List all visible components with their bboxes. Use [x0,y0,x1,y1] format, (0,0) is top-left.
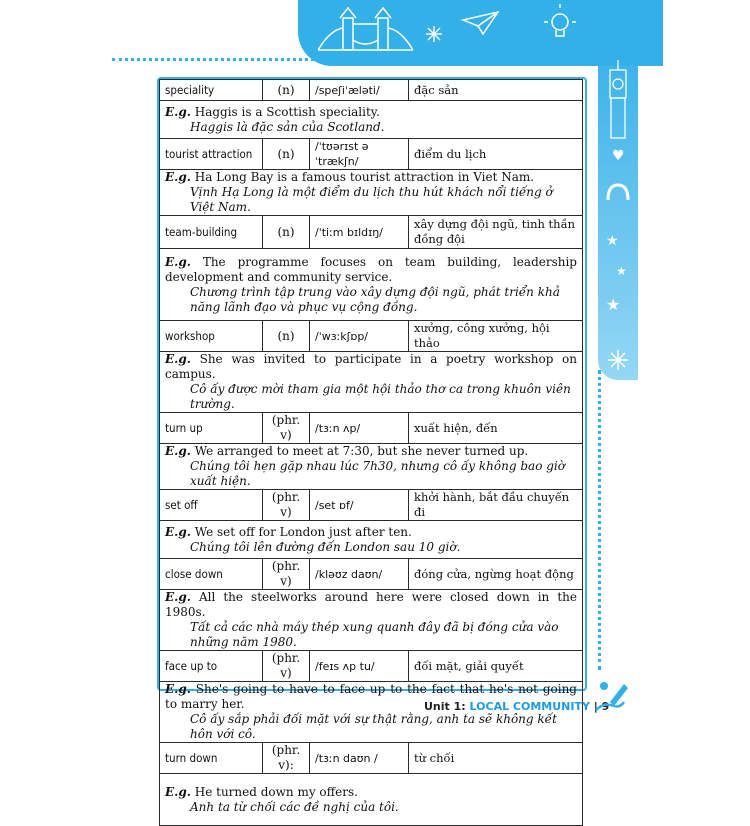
vocab-row [160,321,583,352]
pronunciation: /kləʊz daʊn/ [310,559,409,590]
page-footer [424,700,609,713]
vietnamese-meaning: xuất hiện, đến [409,413,583,444]
example-label: E.g. [165,590,191,604]
snowflake-icon [426,26,442,42]
example-cell [160,521,583,559]
star-icon: ★ [616,264,627,278]
pronunciation: /speʃiˈæləti/ [310,80,409,101]
vocab-row [160,413,583,444]
pronunciation: /ˈtʊərɪst əˈtrækʃn/ [310,139,409,170]
example-label: E.g. [165,104,191,119]
example-cell [160,444,583,490]
example-label: E.g. [165,170,191,184]
vietnamese-meaning: từ chối [409,743,583,774]
example-row [160,590,583,651]
part-of-speech: (n) [263,139,310,170]
vietnamese-meaning: điểm du lịch [409,139,583,170]
part-of-speech: (phr. v) [263,651,310,682]
example-row [160,249,583,321]
side-stripe [598,60,638,380]
example-row [160,170,583,216]
magnet-icon [608,185,628,200]
vocab-word: turn down [160,743,263,774]
heart-icon: ♥ [612,148,625,164]
part-of-speech: (phr. v) [263,559,310,590]
example-label: E.g. [165,254,191,269]
vietnamese-meaning: đóng cửa, ngừng hoạt động [409,559,583,590]
part-of-speech: (phr. v): [263,743,310,774]
example-row [160,444,583,490]
vocab-row [160,743,583,774]
paper-plane-icon [463,12,498,34]
pronunciation: /set ɒf/ [310,490,409,521]
example-label: E.g. [165,784,191,799]
vocab-word: tourist attraction [160,139,263,170]
clock-tower-icon [610,60,626,138]
lightbulb-icon [544,4,576,36]
example-english: Ha Long Bay is a famous tourist attraction in Viet Nam. [194,170,535,184]
example-row [160,774,583,826]
example-label: E.g. [165,524,191,539]
example-english: The programme focuses on team building, leadership development and community service. [165,254,577,284]
example-row [160,101,583,139]
page-number: 9 [601,700,610,713]
vocab-row [160,490,583,521]
tower-bridge-icon [318,8,413,50]
example-cell [160,101,583,139]
example-english: We arranged to meet at 7:30, but she never turned up. [194,444,529,458]
vocab-word: close down [160,559,263,590]
part-of-speech: (n) [263,216,310,249]
dotted-rule-top [112,58,602,61]
header-decoration [298,0,663,66]
vietnamese-meaning: đặc sản [409,80,583,101]
header-banner [298,0,663,66]
vocab-word: face up to [160,651,263,682]
example-english: We set off for London just after ten. [194,524,412,539]
pen-writing-icon [590,676,630,716]
vocab-word: workshop [160,321,263,352]
example-vietnamese: Tất cả các nhà máy thép xung quanh đây đã bị đóng cửa vào những năm 1980. [190,620,559,649]
example-english: She was invited to participate in a poetry workshop on campus. [165,352,577,381]
example-cell [160,170,583,216]
dotted-rule-right [598,370,601,670]
part-of-speech: (n) [263,321,310,352]
pronunciation: /ˈtiːm bɪldɪŋ/ [310,216,409,249]
side-decoration [598,60,638,380]
vocab-word: turn up [160,413,263,444]
example-english: Haggis is a Scottish speciality. [194,104,380,119]
vietnamese-meaning: xưởng, công xưởng, hội thảo [409,321,583,352]
footer-separator: | [593,700,598,713]
vocab-word: team-building [160,216,263,249]
example-cell [160,590,583,651]
example-vietnamese: Vịnh Hạ Long là một điểm du lịch thu hút khách nổi tiếng ở Việt Nam. [190,185,553,214]
example-row [160,521,583,559]
example-vietnamese: Cô ấy sắp phải đối mặt với sự thật rằng, anh ta sẽ không kết hôn với cô. [190,712,557,741]
pronunciation: /tɜːn ʌp/ [310,413,409,444]
vietnamese-meaning: xây dựng đội ngũ, tinh thần đồng đội [409,216,583,249]
vocab-row [160,216,583,249]
example-vietnamese: Cô ấy được mời tham gia một hội thảo thơ ca trong khuôn viên trường. [190,382,571,411]
vocab-row [160,139,583,170]
example-english: He turned down my offers. [194,784,358,799]
example-vietnamese: Anh ta từ chối các đề nghị của tôi. [190,799,399,814]
vocab-row [160,651,583,682]
star-icon: ★ [606,233,619,249]
example-vietnamese: Chúng tôi hẹn gặp nhau lúc 7h30, nhưng cô ấy không bao giờ xuất hiện. [190,459,565,488]
pronunciation: /tɜːn daʊn / [310,743,409,774]
example-vietnamese: Chương trình tập trung vào xây dựng đội ngũ, phát triển khả năng lãnh đạo và phục vụ cộng đồng. [190,284,560,314]
example-vietnamese: Chúng tôi lên đường đến London sau 10 giờ. [190,539,461,554]
vocab-row [160,80,583,101]
snowflake-icon [608,350,628,370]
example-label: E.g. [165,682,191,696]
example-vietnamese: Haggis là đặc sản của Scotland. [190,119,385,134]
example-label: E.g. [165,352,191,366]
vietnamese-meaning: đối mặt, giải quyết [409,651,583,682]
example-english: She's going to have to face up to the fact that he's not going to marry her. [165,682,577,711]
star-icon: ★ [606,295,621,314]
vocab-word: set off [160,490,263,521]
part-of-speech: (n) [263,80,310,101]
part-of-speech: (phr. v) [263,490,310,521]
pronunciation: /ˈwɜːkʃɒp/ [310,321,409,352]
footer-unit: Unit 1: [424,700,466,713]
example-label: E.g. [165,444,191,458]
vocabulary-table [159,79,583,826]
example-cell [160,249,583,321]
example-row [160,352,583,413]
vocab-row [160,559,583,590]
example-cell [160,352,583,413]
example-english: All the steelworks around here were closed down in the 1980s. [165,590,577,619]
part-of-speech: (phr. v) [263,413,310,444]
footer-unit-title: LOCAL COMMUNITY [469,700,590,713]
pronunciation: /feɪs ʌp tu/ [310,651,409,682]
vocab-word: speciality [160,80,263,101]
vietnamese-meaning: khởi hành, bắt đầu chuyến đi [409,490,583,521]
example-cell [160,774,583,826]
